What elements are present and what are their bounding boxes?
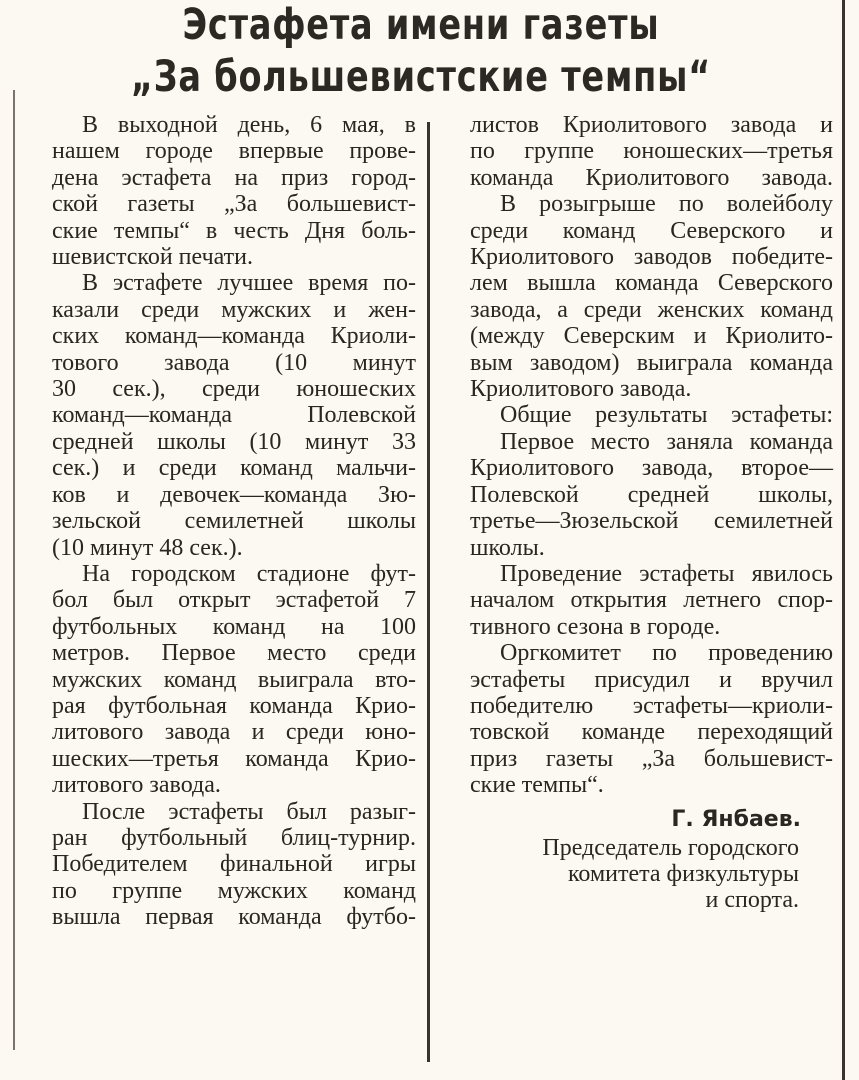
text-line: дена эстафета на приз город- <box>52 164 416 191</box>
paragraph <box>438 191 833 402</box>
author-signature: Г. Янбаев. <box>671 806 801 832</box>
right-border-rule <box>842 0 845 1080</box>
text-line: ских команд—команда Криоли- <box>52 323 416 350</box>
text-line: 30 сек.), среди юношеских <box>52 376 416 403</box>
text-line: шевистской печати. <box>52 244 254 271</box>
text-line: Криолитового завода, второе— <box>470 455 833 482</box>
text-line: команд—команда Полевской <box>52 402 416 429</box>
text-line: по группе мужских команд <box>52 877 416 904</box>
text-line: школы. <box>470 534 545 561</box>
text-line: мужских команд выиграла вто- <box>52 666 416 693</box>
text-line: нашем городе впервые прове- <box>52 138 416 165</box>
headline-line-1: Эстафета имени газеты <box>182 0 660 50</box>
right-column <box>438 112 833 914</box>
text-line: шеских—третья команда Крио- <box>52 745 416 772</box>
paragraph <box>20 270 416 560</box>
left-border-rule <box>13 90 15 1050</box>
text-line: товской команде переходящий <box>470 719 833 746</box>
text-line: Криолитового завода. <box>470 376 692 403</box>
text-line: Проведение эстафеты явилось <box>500 560 833 587</box>
headline <box>0 0 842 102</box>
text-line: зельской семилетней школы <box>52 508 416 535</box>
text-line: ков и девочек—команда Зю- <box>52 481 416 508</box>
text-line: эстафеты присудил и вручил <box>470 666 833 693</box>
text-line: листов Криолитового завода и <box>470 112 833 138</box>
author-role <box>438 835 833 914</box>
text-line: казали среди мужских и жен- <box>52 296 416 323</box>
text-line: лем вышла команда Северского <box>470 270 833 297</box>
paragraph <box>438 429 833 561</box>
text-line: Оргкомитет по проведению <box>500 640 833 667</box>
text-line: В розыгрыше по волейболу <box>500 191 833 218</box>
text-line: ран футбольный блиц-турнир. <box>52 824 416 851</box>
text-line: метров. Первое место среди <box>52 640 416 667</box>
text-line: ские темпы“. <box>470 772 604 799</box>
text-line: рая футбольная команда Крио- <box>52 692 416 719</box>
text-line: (10 минут 48 сек.). <box>52 534 243 561</box>
paragraph <box>438 402 833 428</box>
text-line: и спорта. <box>705 887 799 914</box>
text-line: вым заводом) выиграла команда <box>470 349 833 376</box>
text-line: бол был открыт эстафетой 7 <box>52 587 416 614</box>
text-line: средней школы (10 минут 33 <box>52 428 416 455</box>
text-line: комитета физкультуры <box>567 860 799 887</box>
text-line: тового завода (10 минут <box>52 349 416 376</box>
text-line: Полевской средней школы, <box>470 481 833 508</box>
text-line: футбольных команд на 100 <box>52 613 416 640</box>
text-line: третье—Зюзельской семилетней <box>470 508 833 535</box>
text-line: Первое место заняла команда <box>500 428 833 455</box>
text-line: по группе юношеских—третья <box>470 138 833 165</box>
text-line: ские темпы“ в честь Дня боль- <box>52 217 416 244</box>
text-line: вышла первая команда футбо- <box>52 904 416 931</box>
text-line: среди команд Северского и <box>470 217 833 244</box>
text-line: литового завода и среди юно- <box>52 719 416 746</box>
text-line: Общие результаты эстафеты: <box>500 402 833 429</box>
text-line: (между Северским и Криолито- <box>470 323 833 350</box>
left-column <box>20 112 416 931</box>
headline-line-2: „За большевистские темпы“ <box>130 52 712 102</box>
column-divider <box>427 122 430 1062</box>
text-line: В эстафете лучшее время по- <box>82 270 416 297</box>
paragraph <box>20 561 416 799</box>
text-line: После эстафеты был разыг- <box>82 798 416 825</box>
text-line: приз газеты „За большевист- <box>470 745 833 772</box>
text-line: сек.) и среди команд мальчи- <box>52 455 416 482</box>
text-line: В выходной день, 6 мая, в <box>82 112 416 138</box>
text-line: началом открытия летнего спор- <box>470 587 833 614</box>
text-line: Победителем финальной игры <box>52 851 416 878</box>
text-line: тивного сезона в городе. <box>470 613 721 640</box>
paragraph <box>438 640 833 798</box>
text-line: литового завода. <box>52 772 221 799</box>
text-line: победителю эстафеты—криоли- <box>470 692 833 719</box>
paragraph <box>438 561 833 640</box>
text-line: завода, а среди женских команд <box>470 296 833 323</box>
text-line: Криолитового заводов победите- <box>470 244 833 271</box>
text-line: ской газеты „За большевист- <box>52 191 416 218</box>
text-line: Председатель городского <box>542 834 799 861</box>
paragraph <box>20 799 416 931</box>
text-line: команда Криолитового завода. <box>470 164 833 191</box>
text-line: На городском стадионе фут- <box>82 560 416 587</box>
paragraph <box>20 112 416 270</box>
paragraph-continued <box>438 112 833 191</box>
